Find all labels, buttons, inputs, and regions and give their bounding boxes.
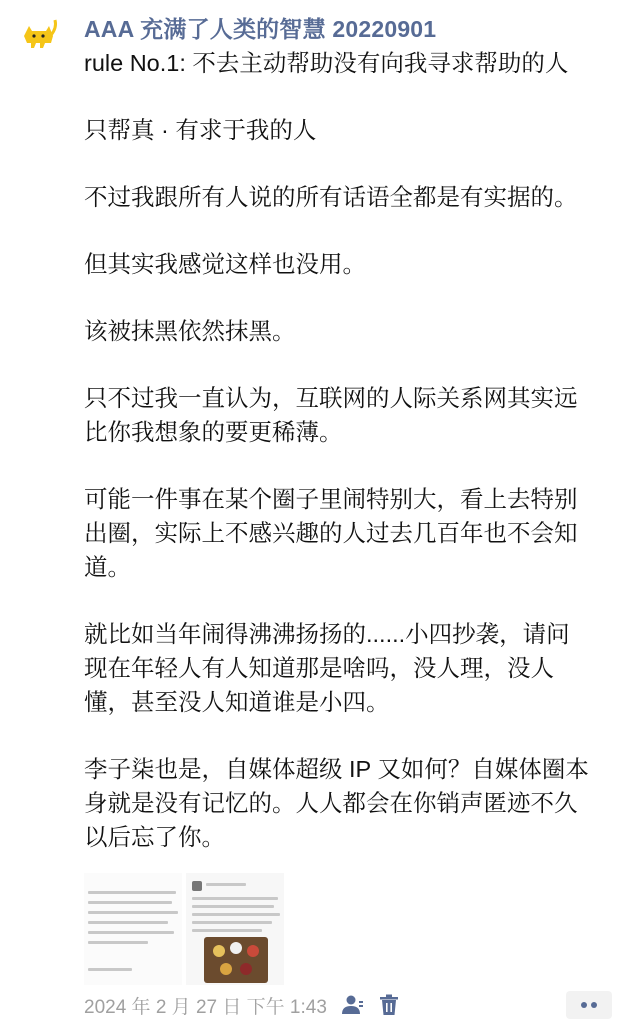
post-paragraph: 只帮真 · 有求于我的人 [84,117,317,143]
post-paragraph: rule No.1: 不去主动帮助没有向我寻求帮助的人 [84,50,569,76]
more-button[interactable] [566,991,612,1019]
image-grid [84,873,284,985]
post-paragraph: 可能一件事在某个圈子里闹特别大，看上去特别 出圈，实际上不感兴趣的人过去几百年也不会知 道。 [84,486,578,580]
post-content [84,46,612,887]
post-timestamp: 2024 年 2 月 27 日 下午 1:43 [84,996,327,1018]
post-paragraph: 但其实我感觉这样也没用。 [84,251,366,277]
post-image-2[interactable] [186,873,284,985]
post-footer [84,990,399,1020]
trash-icon[interactable] [379,994,399,1016]
post-paragraph: 该被抹黑依然抹黑。 [84,318,296,344]
post-paragraph: 不过我跟所有人说的所有话语全都是有实据的。 [84,184,578,210]
yellow-cat-avatar-icon [18,12,60,54]
post-paragraph: 就比如当年闹得沸沸扬扬的......小四抄袭，请问 现在年轻人有人知道那是啥吗，没人理，没人 懂，甚至没人知道谁是小四。 [84,621,570,715]
person-icon[interactable] [341,994,365,1016]
more-dots-icon [578,1001,600,1009]
avatar[interactable] [18,12,60,54]
post-paragraph: 只不过我一直认为，互联网的人际关系网其实远 比你我想象的要更稀薄。 [84,385,578,445]
post-image-1[interactable] [84,873,182,985]
author-name[interactable]: AAA 充满了人类的智慧 20220901 [84,16,437,42]
post-paragraph: 李子柒也是，自媒体超级 IP 又如何？自媒体圈本 身就是没有记忆的。人人都会在你销声匿迹不久 以后忘了你。 [84,756,589,850]
